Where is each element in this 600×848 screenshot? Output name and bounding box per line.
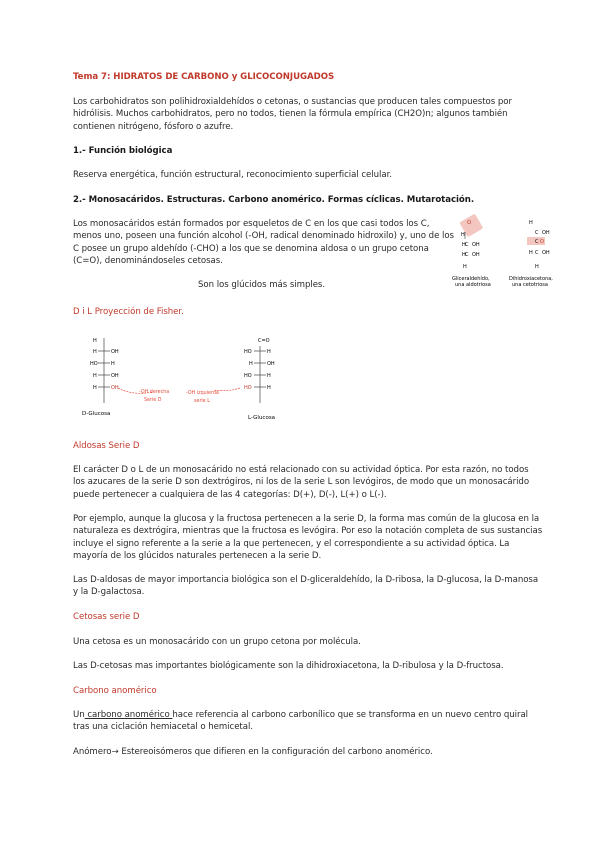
aldosas-line: mayoría de los glúcidos naturales pertenecen a la serie D. <box>73 551 322 562</box>
aldehyde-label: C=O <box>258 338 270 344</box>
hydroxyl-label: OH <box>267 361 275 367</box>
anomerico-paragraph <box>73 709 528 734</box>
cetosas-paragraph-1: Una cetosa es un monosacárido con un grupo cetona por molécula. <box>73 637 361 647</box>
carbon-atom: H <box>529 250 533 256</box>
hydroxyl-label: OH <box>111 349 119 355</box>
hydroxyl-label: OH <box>111 385 119 391</box>
section-2-paragraph <box>73 218 454 268</box>
oxygen-atom: O <box>467 220 472 226</box>
anomerico-line: tras una ciclación hemiacetal o hemicetal. <box>73 722 253 733</box>
series-d-label: Serie D <box>144 398 162 403</box>
atom-label: H <box>267 349 271 355</box>
carbon-atom: C <box>535 230 539 236</box>
l-glucosa-label: L-Glucosa <box>248 415 276 421</box>
fisher-heading: D i L Proyección de Fisher. <box>73 307 184 317</box>
section-2-line: C posee un grupo aldehído (-CHO) a los que se denomina aldosa o un grupo cetona <box>73 243 429 254</box>
section-1-heading: 1.- Función biológica <box>73 146 173 156</box>
hydroxyl-label: OH <box>542 230 550 236</box>
d-glucosa-projection <box>82 338 169 417</box>
series-l-label: serie L <box>194 399 210 404</box>
series-d-label: -OH derecha <box>139 390 170 395</box>
atom-label: H <box>93 373 97 379</box>
section-2-line: (C=O), denominándoseles cetosas. <box>73 256 223 267</box>
aldosas-paragraph-1 <box>73 464 529 501</box>
hydroxyl-label: HO <box>244 373 252 379</box>
carbon-atom: C <box>465 242 469 248</box>
atom-label: H <box>267 373 271 379</box>
section-1-text: Reserva energética, función estructural, reconocimiento superficial celular. <box>73 170 392 180</box>
hydroxyl-label: HO <box>244 349 252 355</box>
section-2-line: menos uno, poseen una función alcohol (-OH, radical denominado hidroxilo) y, uno de los <box>73 231 454 242</box>
aldosas-heading: Aldosas Serie D <box>73 441 140 451</box>
intro-line: hidrólisis. Muchos carbohidratos, pero no todos, tienen la fórmula empírica (CH2O)n; algunos también <box>73 109 508 120</box>
series-l-label: -OH izquierda <box>186 391 219 396</box>
carbon-atom: H <box>461 232 465 238</box>
atom-label: H <box>111 361 115 367</box>
carbon-atom: H <box>463 264 467 270</box>
atom-label: H <box>93 385 97 391</box>
d-glucosa-label: D-Glucosa <box>82 411 111 417</box>
anomerico-prefix: Un <box>73 710 85 720</box>
anomerico-suffix: hace referencia al carbono carbonílico que se transforma en un nuevo centro quiral <box>172 710 529 720</box>
cetosas-paragraph-2: Las D-cetosas mas importantes biológicamente son la dihidroxiacetona, la D-ribulosa y la D-fructosa. <box>73 661 504 671</box>
carbon-atom: H <box>462 242 466 248</box>
aldosas-line: los azucares de la serie D son dextrógiros, ni los de la serie L son levógiros, de modo que un monosacárido <box>73 477 530 488</box>
l-glucosa-projection <box>186 338 275 421</box>
aldehyde-label: H <box>93 338 97 344</box>
aldosas-line: El carácter D o L de un monosacárido no está relacionado con su actividad óptica. Por esta razón, no todos <box>73 465 529 475</box>
section-2-heading: 2.- Monosacáridos. Estructuras. Carbono anomérico. Formas cíclicas. Mutarotación. <box>73 195 475 205</box>
intro-paragraph <box>73 96 512 133</box>
fisher-figure <box>74 328 304 428</box>
aldosas-line: y la D-galactosa. <box>73 587 145 598</box>
carbon-atom: C <box>535 250 539 256</box>
section-2-simple-note: Son los glúcidos más simples. <box>198 280 326 290</box>
aldosas-paragraph-3 <box>73 574 538 599</box>
figure-caption-line: Dihidroxiacetona, <box>509 276 553 282</box>
hydroxyl-label: OH <box>111 373 119 379</box>
cetosas-heading: Cetosas serie D <box>73 612 140 622</box>
anomerico-line <box>73 709 528 721</box>
intro-line: contienen nitrógeno, fósforo o azufre. <box>73 121 234 132</box>
page-title: Tema 7: HIDRATOS DE CARBONO y GLICOCONJUGADOS <box>73 72 335 82</box>
hydroxyl-label: OH <box>472 252 480 258</box>
hydroxyl-label: HO <box>244 385 252 391</box>
aldosas-line: incluye el signo referente a la serie a la que pertenecen, y el correspondiente a su actividad óptica. La <box>73 538 510 549</box>
carbon-atom: H <box>529 220 533 226</box>
carbon-atom: H <box>462 252 466 258</box>
carbon-atom: C <box>535 239 539 245</box>
intro-line: Los carbohidratos son polihidroxialdehídos o cetonas, o sustancias que producen tales compuestos por <box>73 97 512 107</box>
carbon-atom: H <box>535 264 539 270</box>
aldosas-line: naturaleza es dextrógira, mientras que la fructosa es levógira. Por eso la notación completa de sus sustancias <box>73 526 543 537</box>
gliceraldehido-structure <box>452 214 491 288</box>
hydroxyl-label: HO <box>90 361 98 367</box>
section-2-line: Los monosacáridos están formados por esqueletos de C en los que casi todos los C, <box>73 219 430 229</box>
atom-label: H <box>93 349 97 355</box>
aldosas-paragraph-2 <box>73 513 542 563</box>
anomero-definition: Anómero→ Estereoisómeros que difieren en la configuración del carbono anomérico. <box>73 747 433 757</box>
hydroxyl-label: OH <box>472 242 480 248</box>
anomerico-heading: Carbono anomérico <box>73 686 157 696</box>
carbon-atom: C <box>465 252 469 258</box>
triose-figure <box>449 212 559 292</box>
atom-label: H <box>249 361 253 367</box>
carbono-anomerico-link[interactable]: carbono anomérico <box>84 710 173 720</box>
aldosas-line: Las D-aldosas de mayor importancia biológica son el D-gliceraldehído, la D-ribosa, la D-glucosa, la D-manosa <box>73 575 539 585</box>
aldosas-line: puede pertenecer a cualquiera de las 4 categorías: D(+), D(-), L(+) o L(-). <box>73 489 387 500</box>
figure-caption-line: una cetotriosa <box>512 282 548 288</box>
aldosas-line: Por ejemplo, aunque la glucosa y la fructosa pertenecen a la serie D, la forma mas común de la glucosa en la <box>73 514 540 524</box>
oxygen-atom: O <box>540 239 544 245</box>
dihidroxiacetona-structure <box>509 220 553 288</box>
figure-caption-line: Gliceraldehído, <box>452 276 490 282</box>
figure-caption-line: una aldotriosa <box>455 282 491 288</box>
hydroxyl-label: OH <box>542 250 550 256</box>
atom-label: H <box>267 385 271 391</box>
